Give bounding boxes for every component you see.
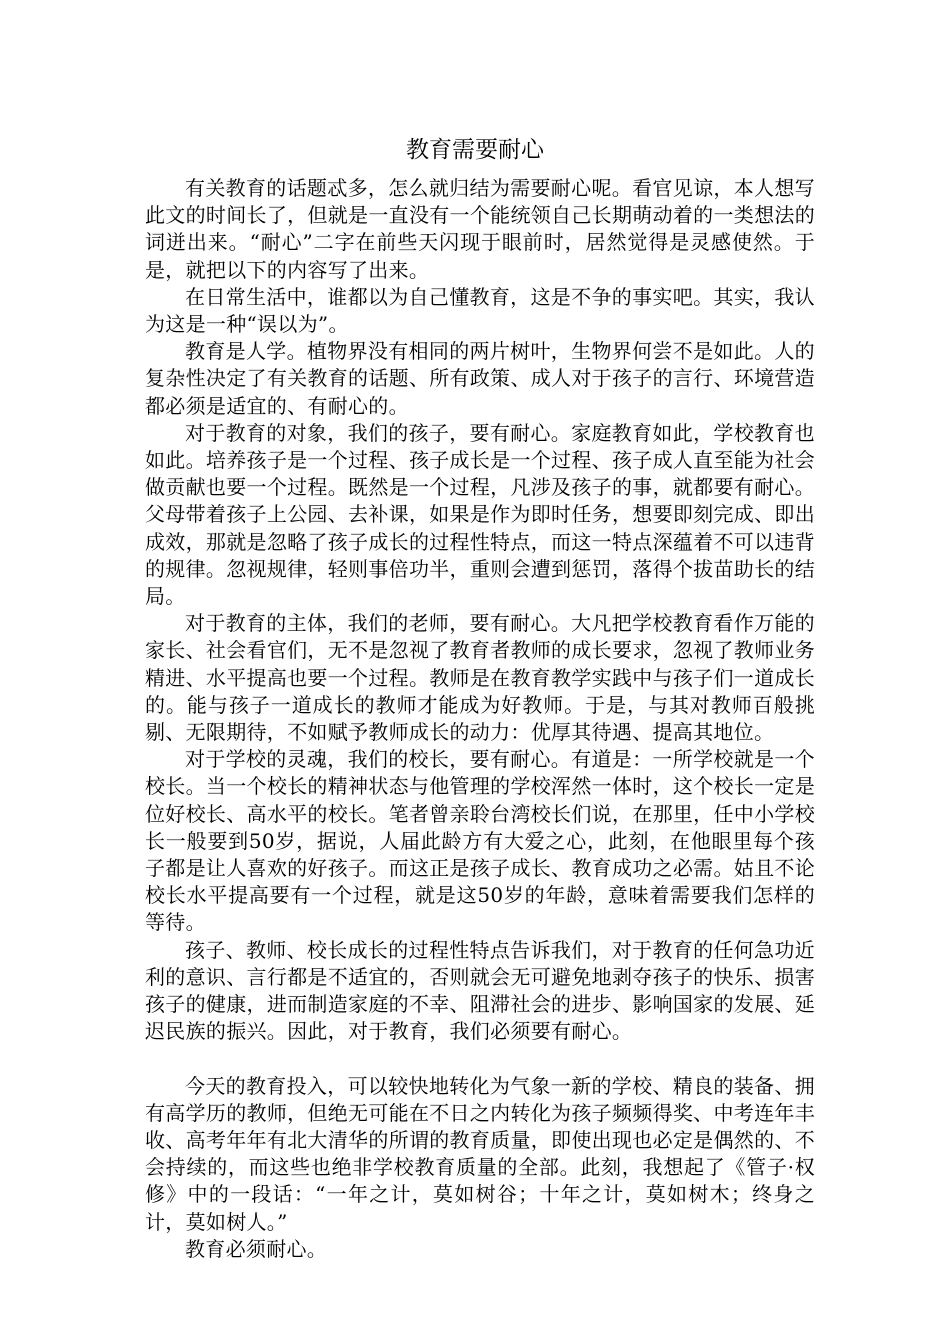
- paragraph-2: 在日常生活中，谁都以为自己懂教育，这是不争的事实吧。其实，我认为这是一种“误以为”。: [145, 284, 815, 337]
- paragraph-1: 有关教育的话题忒多，怎么就归结为需要耐心呢。看官见谅，本人想写此文的时间长了，但就是一直没有一个能统领自己长期萌动着的一类想法的词迸出来。“耐心”二字在前些天闪现于眼前时，居然觉得是灵感使然。于是，就把以下的内容写了出来。: [145, 176, 815, 282]
- paragraph-5: 对于教育的主体，我们的老师，要有耐心。大凡把学校教育看作万能的家长、社会看官们，无不是忽视了教育者教师的成长要求，忽视了教师业务精进、水平提高也要一个过程。教师是在教育教学实践中与孩子们一道成长的。能与孩子一道成长的教师才能成为好教师。于是，与其对教师百般挑剔、无限期待，不如赋予教师成长的动力：优厚其待遇、提高其地位。: [145, 611, 815, 745]
- paragraph-spacer: [145, 1046, 815, 1073]
- document-body: [145, 175, 815, 1263]
- paragraph-9: 教育必须耐心。: [185, 1236, 328, 1261]
- paragraph-3: 教育是人学。植物界没有相同的两片树叶，生物界何尝不是如此。人的复杂性决定了有关教育的话题、所有政策、成人对于孩子的言行、环境营造都必须是适宜的、有耐心的。: [145, 339, 815, 418]
- document-title: 教育需要耐心: [406, 137, 544, 163]
- paragraph-4: 对于教育的对象，我们的孩子，要有耐心。家庭教育如此，学校教育也如此。培养孩子是一个过程、孩子成长是一个过程、孩子成人直至能为社会做贡献也要一个过程。既然是一个过程，凡涉及孩子的事，就都要有耐心。父母带着孩子上公园、去补课，如果是作为即时任务，想要即刻完成、即出成效，那就是忽略了孩子成长的过程性特点，而这一特点深蕴着不可以违背的规律。忽视规律，轻则事倍功半，重则会遭到惩罚，落得个拔苗助长的结局。: [145, 420, 815, 609]
- paragraph-6: 对于学校的灵魂，我们的校长，要有耐心。有道是：一所学校就是一个校长。当一个校长的精神状态与他管理的学校浑然一体时，这个校长一定是位好校长、高水平的校长。笔者曾亲聆台湾校长们说，在那里，任中小学校长一般要到50岁，据说，人届此龄方有大爱之心，此刻，在他眼里每个孩子都是让人喜欢的好孩子。而这正是孩子成长、教育成功之必需。姑且不论校长水平提高要有一个过程，就是这50岁的年龄，意味着需要我们怎样的等待。: [145, 747, 815, 935]
- paragraph-7: 孩子、教师、校长成长的过程性特点告诉我们，对于教育的任何急功近利的意识、言行都是不适宜的，否则就会无可避免地剥夺孩子的快乐、损害孩子的健康，进而制造家庭的不幸、阻滞社会的进步、影响国家的发展、延迟民族的振兴。因此，对于教育，我们必须要有耐心。: [145, 937, 815, 1044]
- paragraph-8: 今天的教育投入，可以较快地转化为气象一新的学校、精良的装备、拥有高学历的教师，但绝无可能在不日之内转化为孩子频频得奖、中考连年丰收、高考年年有北大清华的所谓的教育质量，即使出现也必定是偶然的、不会持续的，而这些也绝非学校教育质量的全部。此刻，我想起了《管子·权修》中的一段话：“一年之计，莫如树谷；十年之计，莫如树木；终身之计，莫如树人。”: [145, 1073, 815, 1234]
